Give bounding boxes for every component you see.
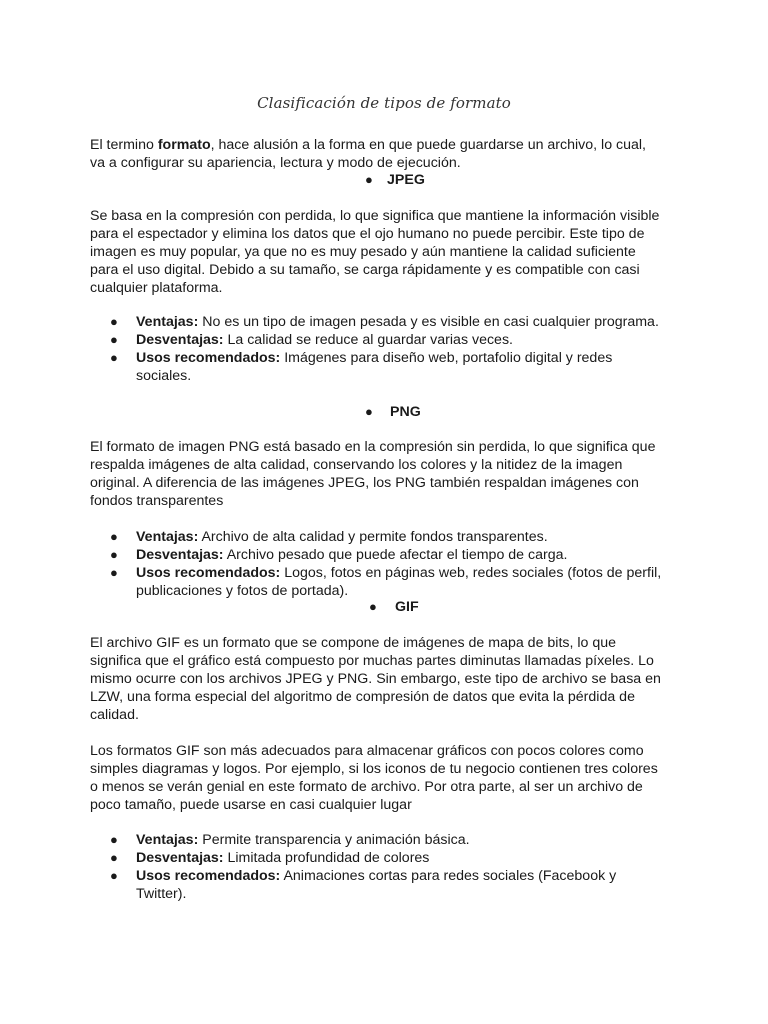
gif-paragraph-2: Los formatos GIF son más adecuados para almacenar gráficos con pocos colores como simples diagramas y logos. Por ejemplo, si los iconos de tu negocio contienen tres colores o menos se verán genial en este formato de archivo. Por otra parte, al ser un archivo de poco tamaño, puede usarse en casi cualquier lugar xyxy=(90,743,658,813)
heading-png-label: PNG xyxy=(390,404,421,420)
bullet-icon: ● xyxy=(110,529,118,544)
item-text: Archivo de alta calidad y permite fondos transparentes. xyxy=(198,529,548,545)
heading-gif xyxy=(0,598,768,616)
heading-png xyxy=(0,403,768,421)
list-item xyxy=(90,528,662,546)
gif-list xyxy=(90,831,662,903)
item-text: La calidad se reduce al guardar varias veces. xyxy=(223,332,513,348)
heading-bullet-icon: ● xyxy=(365,172,373,187)
list-item xyxy=(90,349,662,385)
bullet-icon: ● xyxy=(110,868,118,883)
intro-bold-term: formato xyxy=(157,137,211,153)
bullet-icon: ● xyxy=(110,350,118,365)
gif-paragraph-1: El archivo GIF es un formato que se compone de imágenes de mapa de bits, lo que significa que el gráfico está compuesto por muchas partes diminutas llamadas píxeles. Lo mismo ocurre con los archivos JPEG y PNG. Sin embargo, este tipo de archivo se basa en LZW, una forma especial del algoritmo de compresión de datos que evita la pérdida de calidad. xyxy=(90,635,661,723)
intro-paragraph xyxy=(90,136,662,172)
item-label: Ventajas: xyxy=(136,314,199,330)
intro-suffix: , hace alusión a la forma en que puede guardarse un archivo, lo cual, va a configurar su apariencia, lectura y modo de ejecución. xyxy=(90,137,646,171)
item-label: Ventajas: xyxy=(136,832,199,848)
jpeg-list xyxy=(90,313,662,385)
item-label: Desventajas: xyxy=(136,850,224,866)
bullet-icon: ● xyxy=(110,332,118,347)
bullet-icon: ● xyxy=(110,832,118,847)
bullet-icon: ● xyxy=(110,314,118,329)
list-item xyxy=(90,331,662,349)
jpeg-paragraph: Se basa en la compresión con perdida, lo que significa que mantiene la información visible para el espectador y elimina los datos que el ojo humano no puede percibir. Este tipo de imagen es muy popular, ya que no es muy pesado y aún mantiene la calidad suficiente para el uso digital. Debido a su tamaño, se carga rápidamente y es compatible con casi cualquier plataforma. xyxy=(90,208,660,296)
heading-bullet-icon: ● xyxy=(369,599,377,614)
item-text: Animaciones cortas para redes sociales (Facebook y Twitter). xyxy=(136,868,617,902)
item-label: Ventajas: xyxy=(136,529,199,545)
list-item xyxy=(90,564,662,600)
item-label: Usos recomendados: xyxy=(136,868,281,884)
bullet-icon: ● xyxy=(110,547,118,562)
heading-jpeg xyxy=(0,171,768,189)
list-item xyxy=(90,546,662,564)
item-text: Limitada profundidad de colores xyxy=(223,850,430,866)
list-item xyxy=(90,867,662,903)
item-text: No es un tipo de imagen pesada y es visible en casi cualquier programa. xyxy=(198,314,659,330)
item-label: Usos recomendados: xyxy=(136,565,281,581)
heading-gif-label: GIF xyxy=(395,599,419,615)
bullet-icon: ● xyxy=(110,850,118,865)
item-label: Desventajas: xyxy=(136,547,224,563)
png-paragraph: El formato de imagen PNG está basado en la compresión sin perdida, lo que significa que respalda imágenes de alta calidad, conservando los colores y la nitidez de la imagen original. A diferencia de las imágenes JPEG, los PNG también respaldan imágenes con fondos transparentes xyxy=(90,439,656,509)
item-text: Permite transparencia y animación básica. xyxy=(198,832,470,848)
list-item xyxy=(90,313,662,331)
item-text: Archivo pesado que puede afectar el tiempo de carga. xyxy=(223,547,568,563)
list-item xyxy=(90,849,662,867)
item-label: Usos recomendados: xyxy=(136,350,281,366)
list-item xyxy=(90,831,662,849)
item-text: Imágenes para diseño web, portafolio digital y redes sociales. xyxy=(136,350,613,384)
item-text: Logos, fotos en páginas web, redes sociales (fotos de perfil, publicaciones y fotos de portada). xyxy=(136,565,662,599)
png-list xyxy=(90,528,662,600)
heading-bullet-icon: ● xyxy=(365,404,373,419)
document-title: Clasificación de tipos de formato xyxy=(257,94,511,112)
item-label: Desventajas: xyxy=(136,332,224,348)
bullet-icon: ● xyxy=(110,565,118,580)
intro-prefix: El termino xyxy=(90,137,158,153)
heading-jpeg-label: JPEG xyxy=(387,172,425,188)
